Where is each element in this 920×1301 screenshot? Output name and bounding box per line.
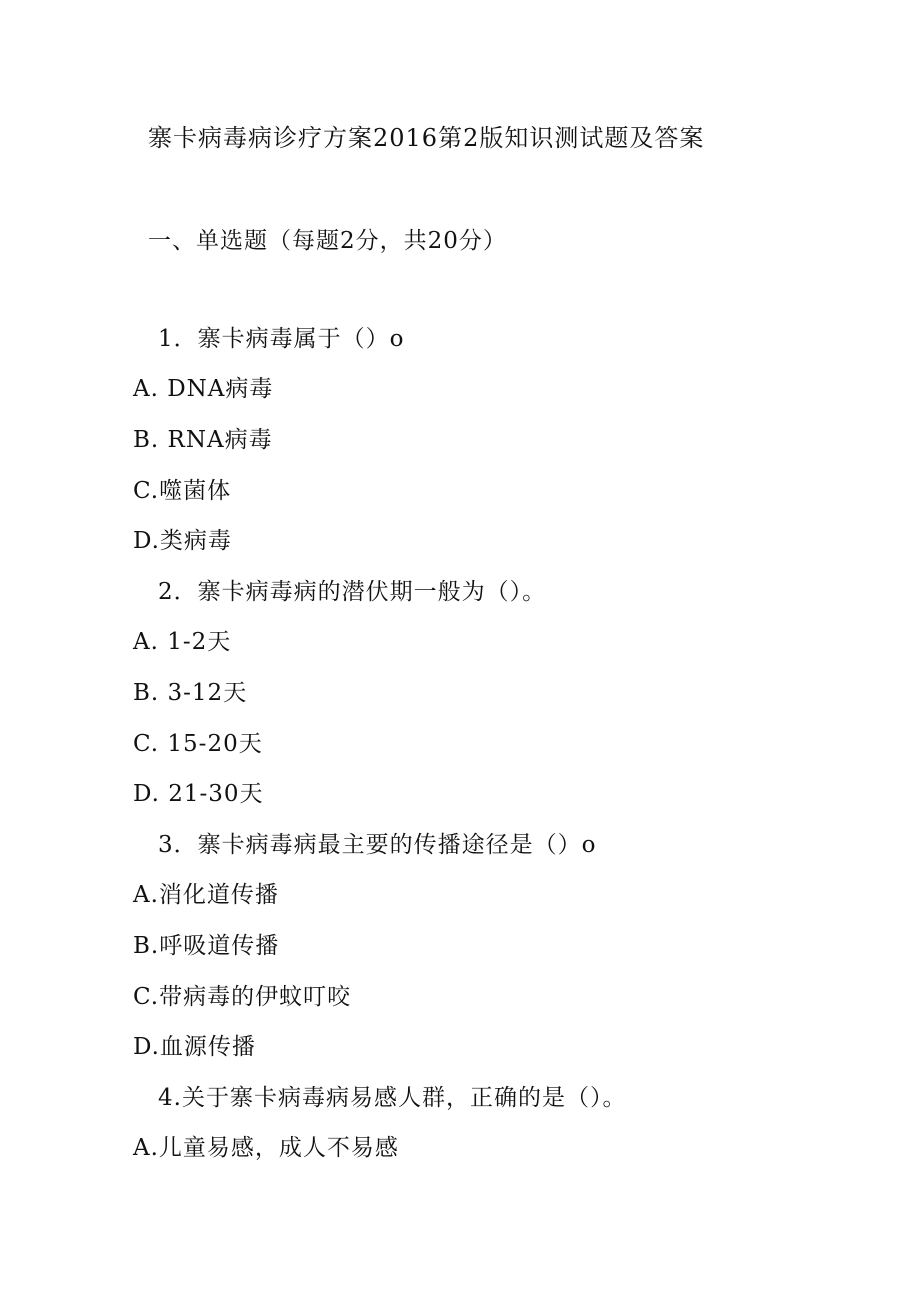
question-option: D.类病毒 <box>133 528 232 554</box>
question-option: D. 21-30天 <box>133 781 264 807</box>
question-stem: 1．寨卡病毒属于（）o <box>158 326 405 352</box>
question-option: C.带病毒的伊蚊叮咬 <box>133 984 352 1010</box>
question-option: C.噬菌体 <box>133 478 232 504</box>
question-option: A.消化道传播 <box>133 882 279 908</box>
question-option: A.儿童易感，成人不易感 <box>133 1135 399 1161</box>
question-stem: 2．寨卡病毒病的潜伏期一般为（）。 <box>158 579 547 605</box>
question-stem: 3．寨卡病毒病最主要的传播途径是（）o <box>158 832 597 858</box>
question-option: A. DNA病毒 <box>133 376 274 402</box>
question-stem: 4.关于寨卡病毒病易感人群，正确的是（）。 <box>158 1085 627 1111</box>
question-option: C. 15-20天 <box>133 731 263 757</box>
question-option: B. RNA病毒 <box>133 427 273 453</box>
question-option: A. 1-2天 <box>133 629 232 655</box>
question-option: D.血源传播 <box>133 1034 256 1060</box>
document-title: 寨卡病毒病诊疗方案2016第2版知识测试题及答案 <box>148 124 705 152</box>
section-heading: 一、单选题（每题2分，共20分） <box>148 228 507 254</box>
question-option: B.呼吸道传播 <box>133 933 280 959</box>
question-option: B. 3-12天 <box>133 680 248 706</box>
